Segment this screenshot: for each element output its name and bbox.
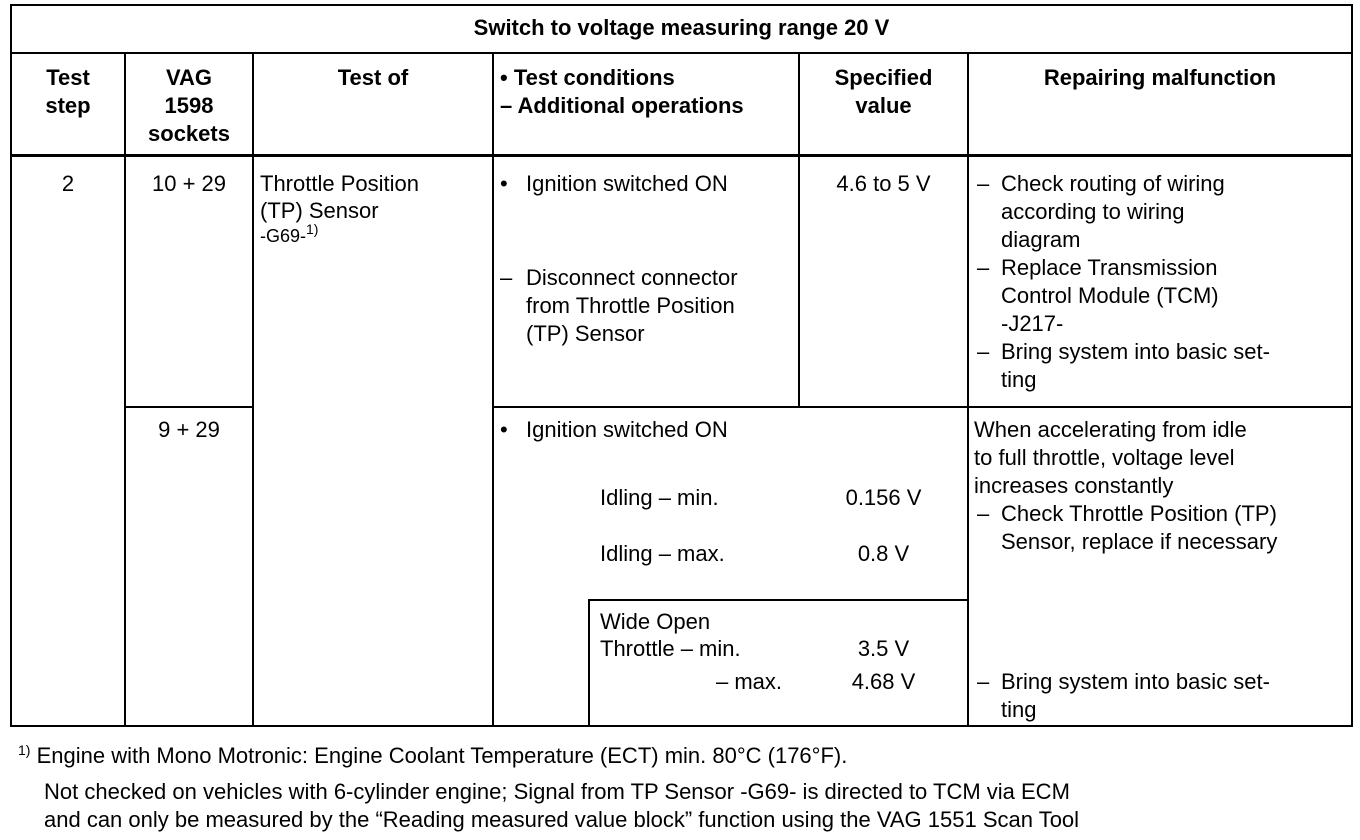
wot-max-label: – max. xyxy=(716,669,783,694)
idling-max-label: Idling – max. xyxy=(600,541,725,566)
footnote-marker: 1) xyxy=(18,742,31,758)
idling-min-label: Idling – min. xyxy=(600,485,719,510)
sockets-value: 10 + 29 xyxy=(151,171,226,196)
idling-max-value: 0.8 V xyxy=(857,541,910,566)
repair-manual-table-page: Switch to voltage measuring range 20 V Test step VAG 1598 sockets Test of • Test conditions – Additional operations Specified value Repairing malfunction 2 10 + 29 Throttle Position (TP) Sensor -G69-$^{1)}$ • Ignition switched ON – Disconnect connector from Throttle Position (TP) Sensor 4.6 to 5 V – Check routing of wiring according to wiring diagram – Replace Transmission Control Module (TCM) -J217- – Bring system into basic set- ting 9 + 29 • Ignition switched ON Idling – min. 0.156 V Idling – max. 0.8 V Wide Open Throttle – min. 3.5 V – max. 4.68 V When accelerating from idle to full throttle, voltage level increases constantly – Check Throttle Position (TP) Sensor, replace if necessary – Bring system into basic set- ting $^{1)}$ Engine with Mono Motronic: Engine Coolant Temperature (ECT) min. 80°C (176°F). Not checked on vehicles with 6-cylinder engine; Signal from TP Sensor -G69- is directed to TCM via ECM and can only be measured by the “Reading measured value block” function using the VAG 1551 Scan Tool xyxy=(0,0,1360,840)
wot-max-value: 4.68 V xyxy=(851,669,916,694)
footnote-line-3: and can only be measured by the “Reading measured value block” function using the VAG 1551 Scan Tool xyxy=(44,807,1080,832)
header-repairing-malfunction: Repairing malfunction xyxy=(1043,65,1277,90)
sockets-value-row2: 9 + 29 xyxy=(158,417,220,442)
test-step-number: 2 xyxy=(61,171,75,196)
specified-value-row1: 4.6 to 5 V xyxy=(836,171,931,196)
wot-min-value: 3.5 V xyxy=(857,636,910,661)
footnote-ref: 1) xyxy=(306,221,319,237)
idling-min-value: 0.156 V xyxy=(845,485,922,510)
header-test-of: Test of xyxy=(337,65,409,90)
footnote-line-2: Not checked on vehicles with 6-cylinder engine; Signal from TP Sensor -G69- is directed to TCM via ECM xyxy=(44,779,1070,804)
range-banner: Switch to voltage measuring range 20 V xyxy=(473,15,890,40)
footnote-line-1: Engine with Mono Motronic: Engine Coolant Temperature (ECT) min. 80°C (176°F). xyxy=(36,743,848,768)
